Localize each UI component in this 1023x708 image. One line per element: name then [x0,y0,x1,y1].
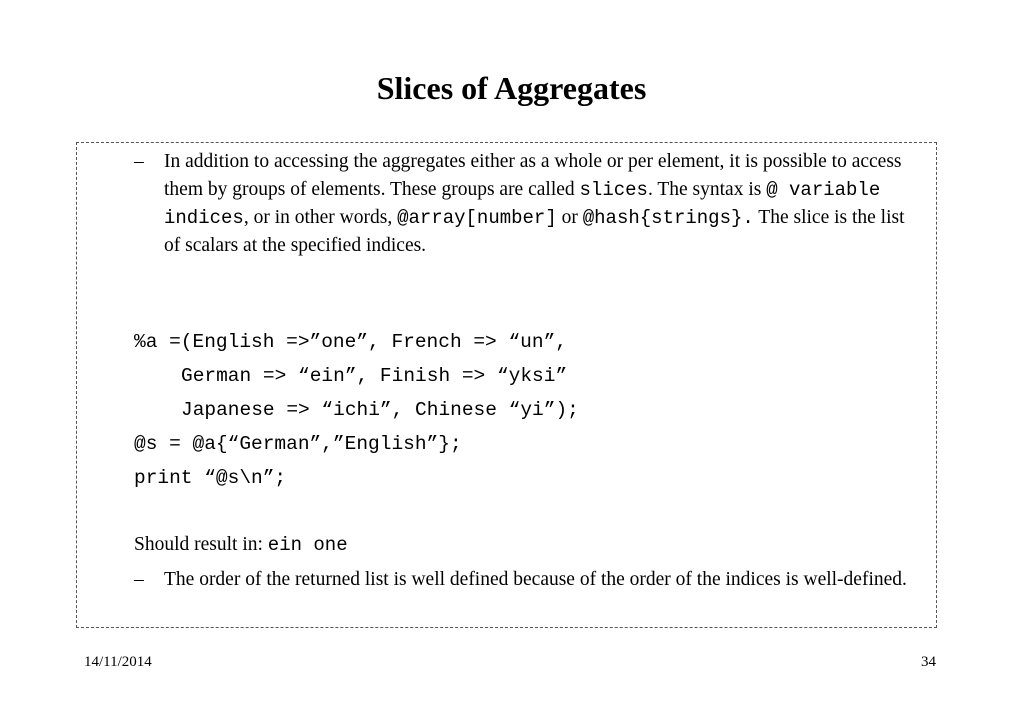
code-line-4: @s = @a{“German”,”English”}; [134,433,462,455]
bullet-dash: – [134,569,144,590]
bullet-text [164,148,924,260]
code-syntax: @ variable indices [164,179,881,229]
code-line-3: Japanese => “ichi”, Chinese “yi”); [181,399,579,421]
result-label: Should result in: [134,534,268,555]
page-number: 34 [921,654,936,670]
bullet-text: The order of the returned list is well defined because of the order of the indices is well-defined. [164,569,907,590]
bullet-slices-intro [134,148,924,260]
code-array-slice: @array[number] [397,207,557,229]
code-line-1: %a =(English =>”one”, French => “un”, [134,331,567,353]
code-hash-slice: @hash{strings}. [582,207,754,229]
result-line [134,531,348,559]
bullet-text-part: In addition to accessing the aggregates either as a whole or per element, it is possible to access them by groups of elements. These groups are called [164,151,902,200]
result-value: ein one [267,534,348,556]
footer-date: 14/11/2014 [84,654,152,670]
bullet-order-note [134,566,924,594]
code-line-5: print “@s\n”; [134,467,287,489]
bullet-text-part: The slice is the list of scalars at the specified indices. [164,207,905,256]
slide-title: Slices of Aggregates [376,70,647,106]
bullet-dash: – [134,151,144,172]
code-slices: slices [579,179,648,201]
bullet-text-part: , or in other words, [243,207,398,228]
bullet-text-part: . The syntax is [647,179,767,200]
code-line-2: German => “ein”, Finish => “yksi” [181,365,568,387]
bullet-text-part: or [556,207,583,228]
